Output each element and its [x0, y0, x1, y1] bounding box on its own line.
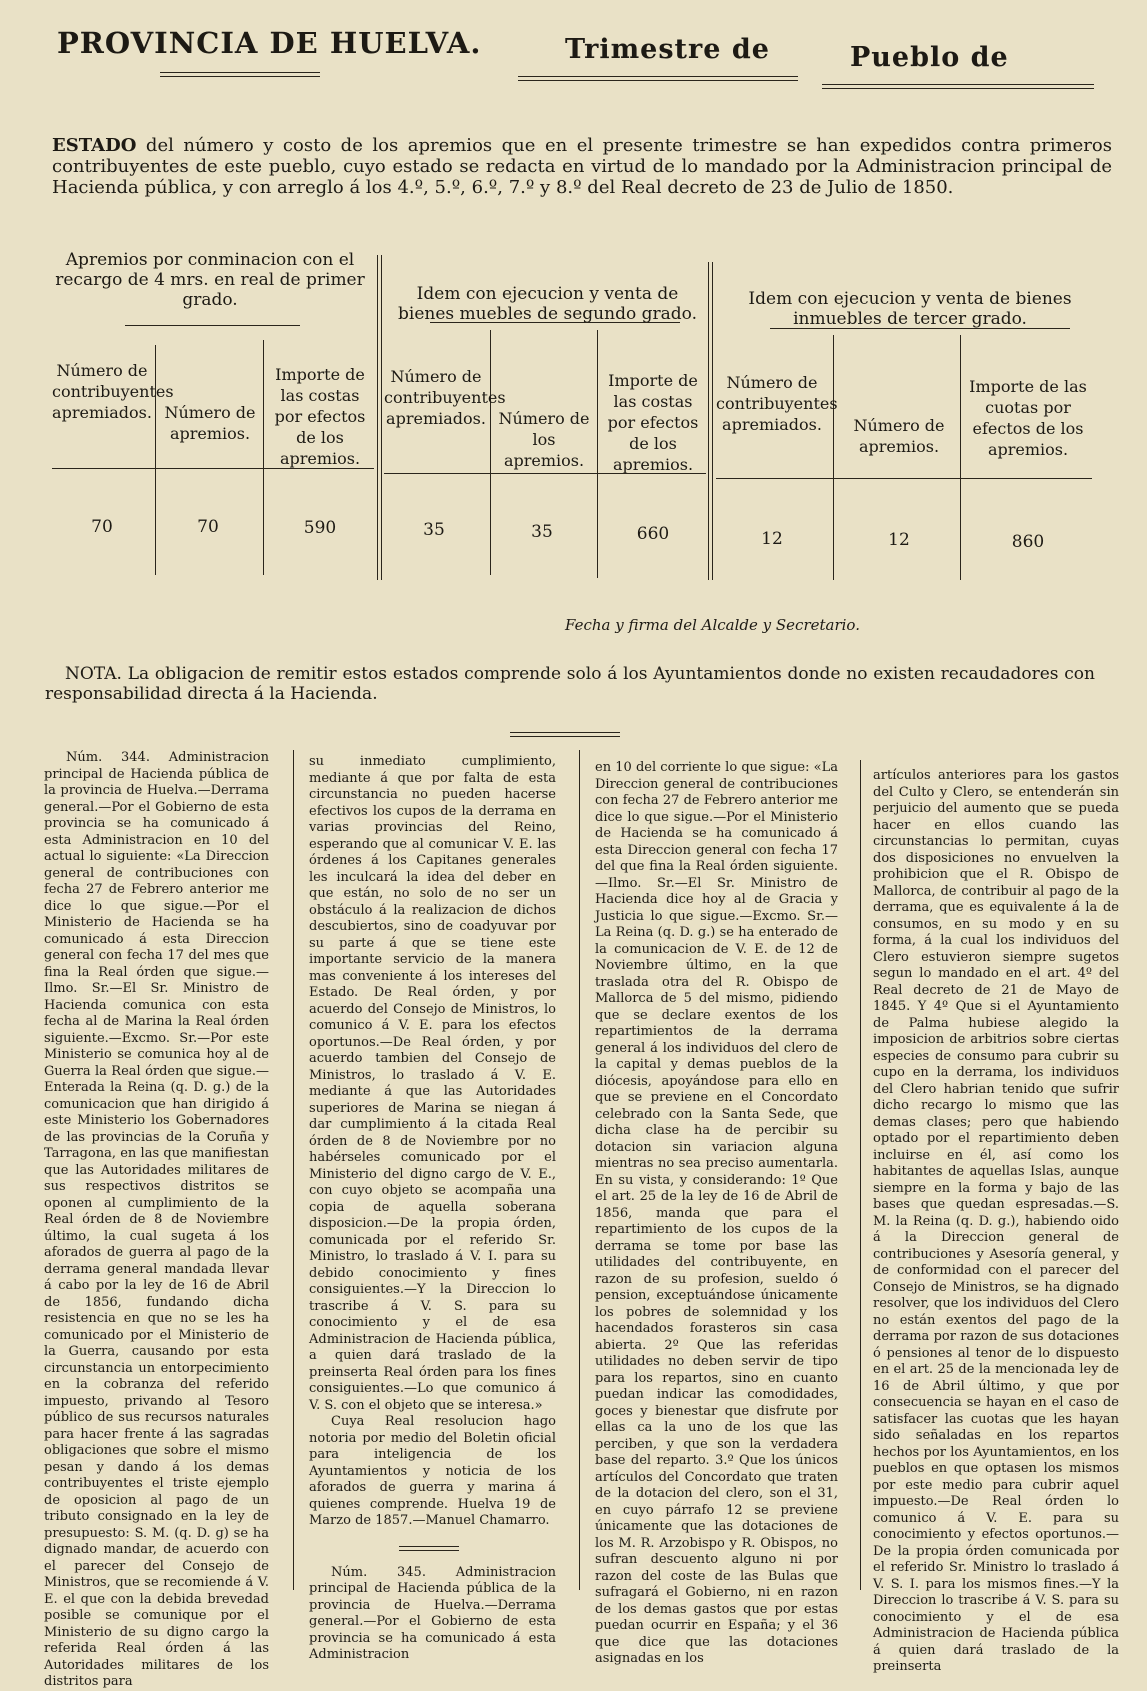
group-divider-2 — [708, 262, 713, 580]
group-header-3: Idem con ejecucion y venta de bienes inmuebles de tercer grado. — [748, 289, 1072, 329]
group-rule-3 — [770, 328, 1070, 329]
col-divider-1 — [155, 345, 156, 575]
trimestre-underline — [518, 76, 798, 81]
column-2-separator — [399, 1546, 459, 1551]
column-divider-3 — [860, 760, 861, 1590]
header-rule-g2 — [384, 473, 706, 474]
pueblo-label: Pueblo de — [850, 42, 1009, 73]
nota-paragraph — [45, 664, 1095, 704]
value-3: 590 — [303, 518, 337, 538]
column-2-text-a: su inmediato cumplimiento, mediante á que por falta de esta circunstancia no pueden hacerse efectivos los cupos de la derrama en varias provincias del Reino, esperando que al comunicar V. E. las órdenes á los Capitanes generales les inculcará la idea del deber en que están, no solo de no ser un obstáculo á la realizacion de dichos descubiertos, sino de coadyuvar por su parte á que se tiene este importante servicio de la manera mas conveniente á los intereses del Estado. De Real órden, y por acuerdo del Consejo de Ministros, lo comunico á V. E. para los efectos oportunos.—De Real órden, y por acuerdo tambien del Consejo de Ministros, lo traslado á V. E. mediante á que las Autoridades superiores de Marina se niegan á dar cumplimiento á la citada Real órden de 8 de Noviembre por no habérseles comunicado por el Ministerio del digno cargo de V. E., con cuyo objeto se acompaña una copia de aquella soberana disposicion.—De la propia órden, comunicada por el referido Sr. Ministro, lo traslado á V. I. para su debido conocimiento y fines consiguientes.—Y la Direccion lo trascribe á V. S. para su conocimiento y el de esa Administracion de Hacienda pública, a quien dará traslado de la preinserta Real órden para los fines consiguientes.—Lo que comunico á V. S. con el objeto que se interesa.» — [309, 754, 556, 1413]
province-underline — [160, 72, 320, 77]
value-2: 70 — [197, 517, 219, 537]
nota-lead: NOTA. — [65, 664, 122, 684]
col-header-6: Importe de las costas por efectos de los apremios. — [607, 371, 699, 474]
value-8: 12 — [888, 530, 910, 550]
col-header-2: Número de apremios. — [164, 403, 256, 443]
province-title: PROVINCIA DE HUELVA. — [57, 26, 482, 60]
value-1: 70 — [91, 517, 113, 537]
col-header-9: Importe de las cuotas por efectos de los apremios. — [969, 377, 1087, 459]
column-3-text: en 10 del corriente lo que sigue: «La Direccion general de contribuciones con fecha 27 de Febrero anterior me dice lo que sigue.—Por el Ministerio de Hacienda se ha comunicado á esta Direccion general con fecha 17 del que fina la Real órden siguiente.—Ilmo. Sr.—El Sr. Ministro de Hacienda dice hoy al de Gracia y Justicia lo que sigue.—Excmo. Sr.—La Reina (q. D. g.) se ha enterado de la comunicacion de V. E. de 12 de Noviembre último, en la que traslada otra del R. Obispo de Mallorca de 5 del mismo, pidiendo que se declare exentos de los repartimientos de la derrama general á los individuos del clero de la capital y demas pueblos de la diócesis, apoyándose para ello en que se previene en el Concordato celebrado con la Santa Sede, que dicha clase ha de percibir su dotacion sin variacion alguna mientras no sea preciso aumentarla. En su vista, y considerando: 1º Que el art. 25 de la ley de 16 de Abril de 1856, manda que para el repartimiento de los cupos de la derrama se tome por base las utilidades del contribuyente, en razon de su profesion, sueldo ó pension, exceptuándose únicamente los pobres de solemnidad y los hacendados forasteros sin casa abierta. 2º Que las referidas utilidades no deben servir de tipo para los repartos, sino en cuanto puedan indicar las comodidades, goces y bienestar que disfrute por ellas ca la uno de los que las perciben, y que son la verdadera base del reparto. 3.º Que los únicos artículos del Concordato que traten de la dotacion del clero, son el 31, en cuyo párrafo 12 se previene únicamente que las dotaciones de los M. R. Arzobispo y R. Obispos, no sufran descuento alguno ni por razon del coste de las Bulas que sufragará el Gobierno, ni en razon de los demas gastos que por estas puedan ocurrir en España; y el 36 que dice que las dotaciones asignadas en los — [595, 760, 838, 1666]
col-divider-5 — [597, 330, 598, 578]
group-header-2: Idem con ejecucion y venta de bienes muebles de segundo grado. — [398, 284, 697, 324]
fecha-firma: Fecha y firma del Alcalde y Secretario. — [565, 616, 860, 634]
col-divider-8 — [960, 335, 961, 580]
value-9: 860 — [1011, 532, 1045, 552]
col-header-7: Número de contribuyentes apremiados. — [716, 373, 838, 434]
column-divider-2 — [579, 750, 580, 1590]
column-2-text-b: Cuya Real resolucion hago notoria por medio del Boletin oficial para inteligencia de los Ayuntamientos y noticia de los aforados de guerra y marina á quienes comprende. Huelva 19 de Marzo de 1857.—Manuel Chamarro. — [309, 1414, 556, 1528]
group-rule-1 — [125, 325, 300, 326]
value-6: 660 — [636, 524, 670, 544]
group-divider-1 — [377, 255, 382, 580]
text-column-2 — [309, 754, 556, 1664]
col-divider-2 — [263, 340, 264, 575]
col-header-3: Importe de las costas por efectos de los apremios. — [274, 365, 366, 468]
value-5: 35 — [531, 522, 553, 542]
nota-text: La obligacion de remitir estos estados comprende solo á los Ayuntamientos donde no existen recaudadores con responsabilidad directa á la Hacienda. — [45, 664, 1095, 704]
column-2-text-c: Núm. 345. Administracion principal de Hacienda pública de la provincia de Huelva.—Derrama general.—Por el Gobierno de esta provincia se ha comunicado á esta Administracion — [309, 1564, 556, 1662]
header-rule-g3 — [716, 478, 1092, 479]
text-column-3 — [595, 760, 838, 1668]
value-7: 12 — [761, 529, 783, 549]
text-column-1 — [44, 750, 269, 1691]
col-header-5: Número de los apremios. — [498, 409, 590, 470]
intro-lead: ESTADO — [52, 135, 137, 156]
group-rule-2 — [430, 322, 680, 323]
pueblo-underline — [822, 84, 1094, 89]
col-divider-4 — [490, 330, 491, 575]
group-header-1: Apremios por conminacion con el recargo de 4 mrs. en real de primer grado. — [55, 250, 365, 310]
section-separator — [510, 732, 620, 737]
col-header-4: Número de contribuyentes apremiados. — [384, 367, 506, 428]
column-4-text: artículos anteriores para los gastos del Culto y Clero, se entenderán sin perjuicio del aumento que se pueda hacer en ellos cuando las circunstancias lo permitan, cuyas dos disposiciones no envuelven la prohibicion que el R. Obispo de Mallorca, de contribuir al pago de la derrama, que es equivalente á la de consumos, en su modo y en su forma, á la cual los individuos del Clero estuvieron siempre sugetos segun lo mandado en el art. 4º del Real decreto de 21 de Mayo de 1845. Y 4º Que si el Ayuntamiento de Palma hubiese alegido la imposicion de arbitrios sobre ciertas especies de consumo para cubrir su cupo en la derrama, los individuos del Clero habrian tenido que sufrir dicho recargo lo mismo que las demas clases; pero que habiendo optado por el repartimiento deben incluirse en él, así como los habitantes de aquellas Islas, aunque siempre en la forma y bajo de las bases que quedan espresadas.—S. M. la Reina (q. D. g.), habiendo oido á la Direccion general de contribuciones y Asesoría general, y de conformidad con el parecer del Consejo de Ministros, se ha dignado resolver, que los individuos del Clero no están exentos del pago de la derrama por razon de sus dotaciones ó pensiones al tenor de lo dispuesto en el art. 25 de la mencionada ley de 16 de Abril último, y que por consecuencia se hayan en el caso de satisfacer las cuotas que les hayan sido señaladas en los repartos hechos por los Ayuntamientos, en los pueblos en que optasen los mismos por este medio para cubrir aquel impuesto.—De Real órden lo comunico á V. E. para su conocimiento y efectos oportunos.—De la propia órden comunicada por el referido Sr. Ministro lo traslado á V. S. I. para los mismos fines.—Y la Direccion lo trascribe á V. S. para su conocimiento y el de esa Administracion de Hacienda pública á quien dará traslado de la preinserta — [873, 768, 1119, 1674]
col-divider-7 — [833, 335, 834, 580]
col-header-8: Número de apremios. — [853, 416, 945, 456]
col-header-1: Número de contribuyentes apremiados. — [52, 361, 174, 422]
intro-text: del número y costo de los apremios que en el presente trimestre se han expedidos contra primeros contribuyentes de este pueblo, cuyo estado se redacta en virtud de lo mandado por la Administracion principal de Hacienda pública, y con arreglo á los 4.º, 5.º, 6.º, 7.º y 8.º del Real decreto de 23 de Julio de 1850. — [52, 135, 1112, 198]
text-column-4 — [873, 768, 1119, 1676]
trimestre-label: Trimestre de — [565, 34, 770, 65]
column-1-text: Núm. 344. Administracion principal de Hacienda pública de la provincia de Huelva.—Derrama general.—Por el Gobierno de esta provincia se ha comunicado á esta Administracion en 10 del actual lo siguiente: «La Direccion general de contribuciones con fecha 27 de Febrero anterior me dice lo que sigue.—Por el Ministerio de Hacienda se ha comunicado á esta Direccion general con fecha 17 del mes que fina la Real órden que sigue.—Ilmo. Sr.—El Sr. Ministro de Hacienda comunica con esta fecha al de Marina la Real órden siguiente.—Excmo. Sr.—Por este Ministerio se comunica hoy al de Guerra la Real órden que sigue.—Enterada la Reina (q. D. g.) de la comunicacion que han dirigido á este Ministerio los Gobernadores de las provincias de la Coruña y Tarragona, en las que manifiestan que las Autoridades militares de sus respectivos distritos se oponen al cumplimiento de la Real órden de 8 de Noviembre último, la cual sugeta á los aforados de guerra al pago de la derrama general mandada llevar á cabo por la ley de 16 de Abril de 1856, fundando dicha resistencia en que no se les ha comunicado por el Ministerio de la Guerra, causando por esta circunstancia un entorpecimiento en la cobranza del referido impuesto, privando al Tesoro público de sus recursos naturales para hacer frente á las sagradas obligaciones que sobre el mismo pesan y dando á los demas contribuyentes el triste ejemplo de oposicion al pago de un tributo consignado en la ley de presupuesto: S. M. (q. D. g) se ha dignado mandar, de acuerdo con el parecer del Consejo de Ministros, que se recomiende á V. E. el que con la debida brevedad posible se comunique por el Ministerio de su digno cargo la referida Real órden á las Autoridades militares de los distritos para — [44, 750, 269, 1689]
header-rule-g1 — [52, 468, 374, 469]
intro-paragraph — [52, 135, 1112, 198]
value-4: 35 — [423, 520, 445, 540]
column-divider-1 — [293, 750, 294, 1590]
